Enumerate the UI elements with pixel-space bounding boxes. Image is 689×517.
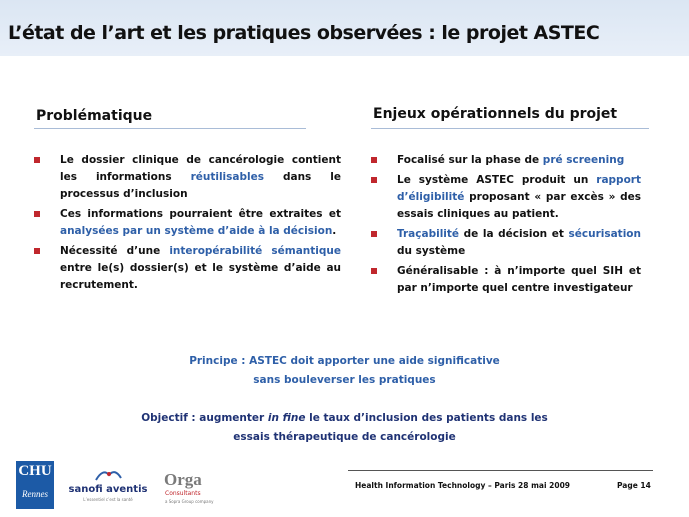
bullet-square-icon (371, 157, 377, 163)
left-heading-underline (34, 128, 306, 129)
footer-event: Health Information Technology – Paris 28 mai 2009 (355, 481, 571, 490)
left-bullet-list (34, 152, 341, 294)
list-item: Nécessité d’une interopérabilité sémantique entre le(s) dossier(s) et le système d’aide au recrutement. (34, 243, 341, 294)
objectif-line-1: Objectif : augmenter in fine le taux d’inclusion des patients dans les (141, 412, 548, 424)
slide-title: L’état de l’art et les pratiques observées : le projet ASTEC (8, 22, 600, 44)
footer-divider (348, 470, 653, 471)
bullet-square-icon (34, 248, 40, 254)
sanofi-bird-icon (93, 466, 123, 484)
orga-consultants-logo: Orga Consultants a Sopra Group company (164, 470, 214, 504)
bullet-square-icon (371, 268, 377, 274)
right-heading-underline (371, 128, 649, 129)
left-heading: Problématique (36, 108, 153, 124)
list-item: Ces informations pourraient être extraites et analysées par un système d’aide à la décision. (34, 206, 341, 240)
bullet-square-icon (371, 231, 377, 237)
right-bullet-list (371, 152, 641, 297)
sanofi-aventis-logo: sanofi aventis L’essentiel c’est la santé (68, 466, 148, 510)
list-item: Traçabilité de la décision et sécurisation du système (371, 226, 641, 260)
bullet-square-icon (34, 211, 40, 217)
list-item: Le système ASTEC produit un rapport d’éligibilité proposant « par excès » des essais cliniques au patient. (371, 172, 641, 223)
right-heading: Enjeux opérationnels du projet (373, 106, 618, 122)
bullet-square-icon (371, 177, 377, 183)
bullet-square-icon (34, 157, 40, 163)
page-number: Page 14 (617, 481, 651, 490)
objectif-line-2: essais thérapeutique de cancérologie (233, 431, 456, 443)
principe-line-1: Principe : ASTEC doit apporter une aide significative (189, 355, 500, 367)
principe-line-2: sans bouleverser les pratiques (253, 374, 436, 386)
list-item: Le dossier clinique de cancérologie contient les informations réutilisables dans le processus d’inclusion (34, 152, 341, 203)
list-item: Focalisé sur la phase de pré screening (371, 152, 641, 169)
list-item: Généralisable : à n’importe quel SIH et par n’importe quel centre investigateur (371, 263, 641, 297)
chu-rennes-logo: CHU Rennes (16, 461, 54, 509)
